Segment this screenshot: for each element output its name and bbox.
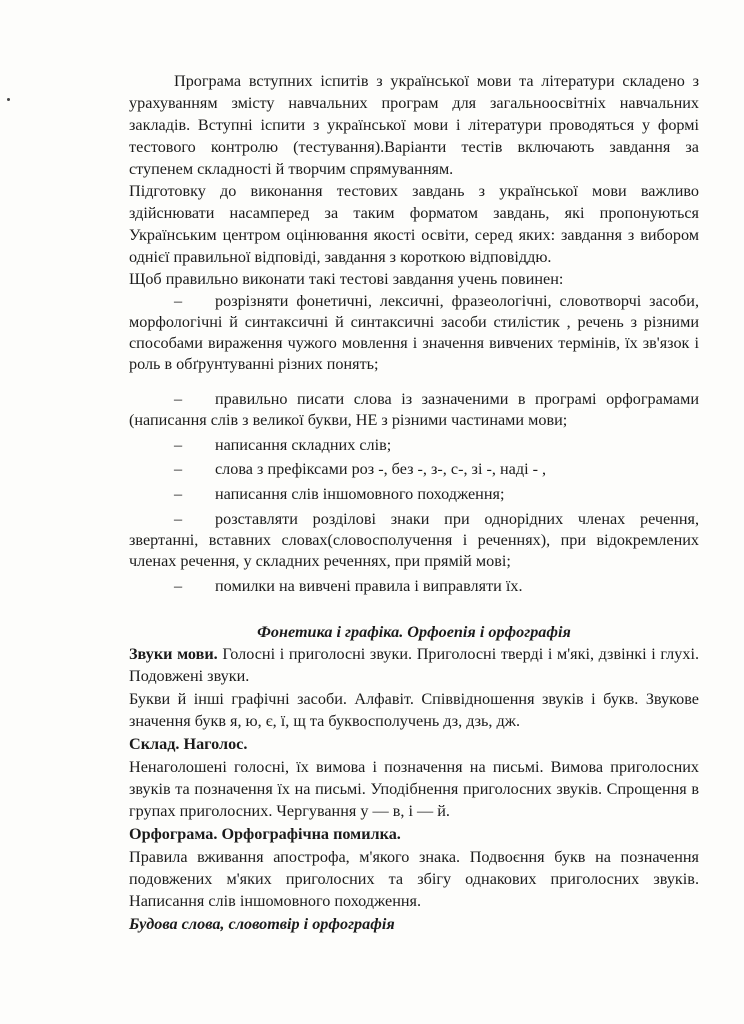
- topic-orthogram-body: Правила вживання апострофа, м'якого знака. Подвоєння букв на позначення подовжених м'яких приголосних та збігу однакових приголосних звуків. Написання слів іншомовного походження.: [129, 848, 699, 910]
- requirement-item: [129, 509, 699, 572]
- topic-sounds: [129, 643, 699, 687]
- topic-heading: Будова слова, словотвір і орфографія: [129, 915, 395, 933]
- dash-marker: –: [174, 390, 183, 408]
- dash-marker: –: [174, 510, 183, 528]
- requirement-text: розрізняти фонетичні, лексичні, фразеологічні, словотворчі засоби, морфологічні й синтаксичні й синтаксичні засоби стилістик , речень з різними способами вираження чужого мовлення і значення вивчених термінів, їх зв'язок і роль в обґрунтуванні різних понять;: [129, 292, 699, 373]
- requirement-text: написання слів іншомовного походження;: [215, 485, 505, 503]
- topic-letters: Букви й інші графічні засоби. Алфавіт. Співвідношення звуків і букв. Звукове значення букв я, ю, є, ї, щ та буквосполучень дз, дзь, дж.: [129, 690, 699, 730]
- topic-body: Голосні і приголосні звуки. Приголосні тверді і м'які, дзвінкі і глухі. Подовжені звуки.: [129, 645, 699, 685]
- requirement-item: [129, 459, 699, 480]
- requirement-item: [129, 291, 699, 375]
- dash-marker: –: [174, 292, 183, 310]
- requirement-text: розставляти розділові знаки при однорідних членах речення, звертанні, вставних словах(словосполучення і реченнях), при відокремлених членах речення, у складних реченнях, при прямій мові;: [129, 510, 699, 570]
- requirement-text: написання складних слів;: [215, 436, 392, 454]
- topic-heading: Склад. Наголос.: [129, 735, 248, 753]
- intro-paragraph-3: Щоб правильно виконати такі тестові завдання учень повинен:: [129, 270, 564, 288]
- requirement-item: [129, 576, 699, 597]
- requirement-item: [129, 484, 699, 505]
- scan-speck: [7, 98, 10, 101]
- topic-heading: Орфограма. Орфографічна помилка.: [129, 825, 401, 843]
- requirement-item: [129, 389, 699, 431]
- requirement-item: [129, 435, 699, 456]
- dash-marker: –: [174, 577, 183, 595]
- requirement-text: правильно писати слова із зазначеними в програмі орфограмами (написання слів з великої букви, НЕ з різними частинами мови;: [129, 390, 699, 429]
- topic-syllable-body: Ненаголошені голосні, їх вимова і позначення на письмі. Вимова приголосних звуків та позначення їх на письмі. Уподібнення приголосних звуків. Спрощення в групах приголосних. Чергування у — в, і — й.: [129, 758, 699, 820]
- topic-heading: Звуки мови.: [129, 645, 218, 663]
- dash-marker: –: [174, 436, 183, 454]
- section-title: Фонетика і графіка. Орфоепія і орфографія: [257, 623, 571, 641]
- dash-marker: –: [174, 460, 183, 478]
- requirement-text: слова з префіксами роз -, без -, з-, с-, зі -, наді - ,: [215, 460, 547, 478]
- dash-marker: –: [174, 485, 183, 503]
- requirement-text: помилки на вивчені правила і виправляти їх.: [215, 577, 523, 595]
- intro-paragraph-2: Підготовку до виконання тестових завдань з української мови важливо здійснювати насамперед за таким форматом завдань, які пропонуються Українським центром оцінювання якості освіти, серед яких: завдання з вибором однієї правильної відповіді, завдання з короткою відповіддю.: [129, 182, 699, 266]
- intro-paragraph-1: Програма вступних іспитів з української мови та літератури складено з урахуванням змісту навчальних програм для загальноосвітніх навчальних закладів. Вступні іспити з української мови і літератури проводяться у формі тестового контролю (тестування).Варіанти тестів включають завдання за ступенем складності й творчим спрямуванням.: [129, 72, 699, 178]
